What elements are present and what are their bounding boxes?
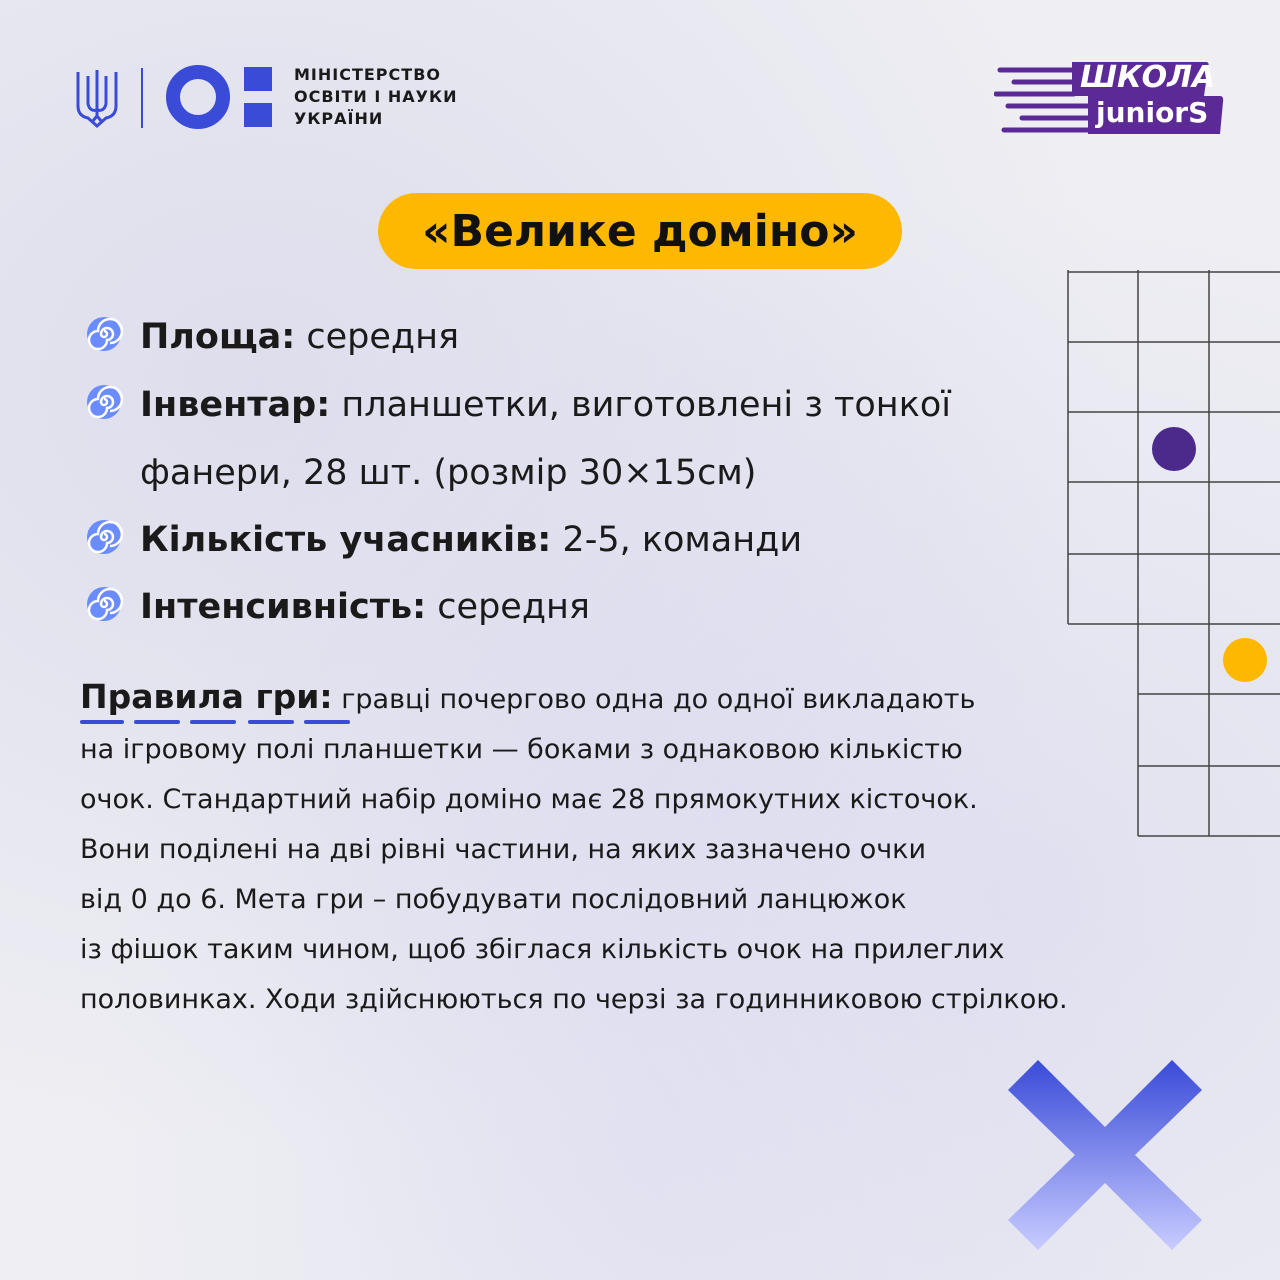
heading-underline-dash (134, 720, 180, 724)
spiral-icon (84, 517, 124, 557)
fact-value: середня (295, 317, 460, 357)
fact-inventory (84, 382, 951, 428)
rules-line-4: Вони поділені на дві рівні частини, на яких зазначено очки (80, 834, 927, 865)
page-title: «Велике доміно» (422, 205, 858, 257)
spiral-icon (84, 584, 124, 624)
ministry-line-2: ОСВІТИ І НАУКИ (294, 87, 458, 106)
fact-intensity (84, 584, 590, 630)
fact-inventory-continuation (84, 450, 756, 496)
heading-underline-dash (190, 720, 236, 724)
school-logo-text-1: ШКОЛА (1080, 60, 1216, 95)
header-divider (141, 68, 143, 128)
fact-value: 2-5, команди (551, 520, 803, 560)
fact-label: Інтенсивність: (140, 587, 427, 627)
rules-line-2: на ігровому полі планшетки — боками з однаковою кількістю (80, 734, 963, 765)
fact-participants (84, 517, 802, 563)
rules-line-5: від 0 до 6. Мета гри – побудувати послідовний ланцюжок (80, 884, 907, 915)
spiral-icon (84, 382, 124, 422)
rules-line-3: очок. Стандартний набір доміно має 28 прямокутних кісточок. (80, 784, 978, 815)
heading-underline-dash (248, 720, 294, 724)
mon-logo-icon (165, 64, 275, 130)
grid-dot-purple (1152, 427, 1196, 471)
ministry-name (294, 64, 494, 130)
rules-text (80, 672, 1250, 1025)
fact-label: Інвентар: (140, 385, 331, 425)
rules-line-1-text: гравці почергово одна до одної викладають (332, 684, 976, 715)
ministry-line-1: МІНІСТЕРСТВО (294, 65, 441, 84)
heading-underline-dash (80, 720, 124, 724)
fact-area (84, 314, 459, 360)
heading-underline-dash (304, 720, 350, 724)
fact-value: середня (426, 587, 590, 627)
fact-label: Площа: (140, 317, 296, 357)
rules-line-1 (80, 672, 1250, 725)
x-mark-icon (1000, 1052, 1210, 1258)
spiral-icon (84, 314, 124, 354)
ministry-line-3: УКРАЇНИ (294, 109, 384, 128)
fact-value: планшетки, виготовлені з тонкої (330, 385, 951, 425)
school-logo-text-2: juniorS (1096, 96, 1209, 129)
title-pill (378, 193, 902, 269)
trident-icon (74, 66, 120, 132)
rules-heading: Правила гри: (80, 677, 333, 716)
fact-label: Кількість учасників: (140, 520, 552, 560)
rules-line-6: із фішок таким чином, щоб збіглася кількість очок на прилеглих (80, 934, 1005, 965)
rules-line-7: половинках. Ходи здійснюються по черзі за годинниковою стрілкою. (80, 984, 1068, 1015)
fact-value-continuation: фанери, 28 шт. (розмір 30×15см) (140, 453, 757, 493)
